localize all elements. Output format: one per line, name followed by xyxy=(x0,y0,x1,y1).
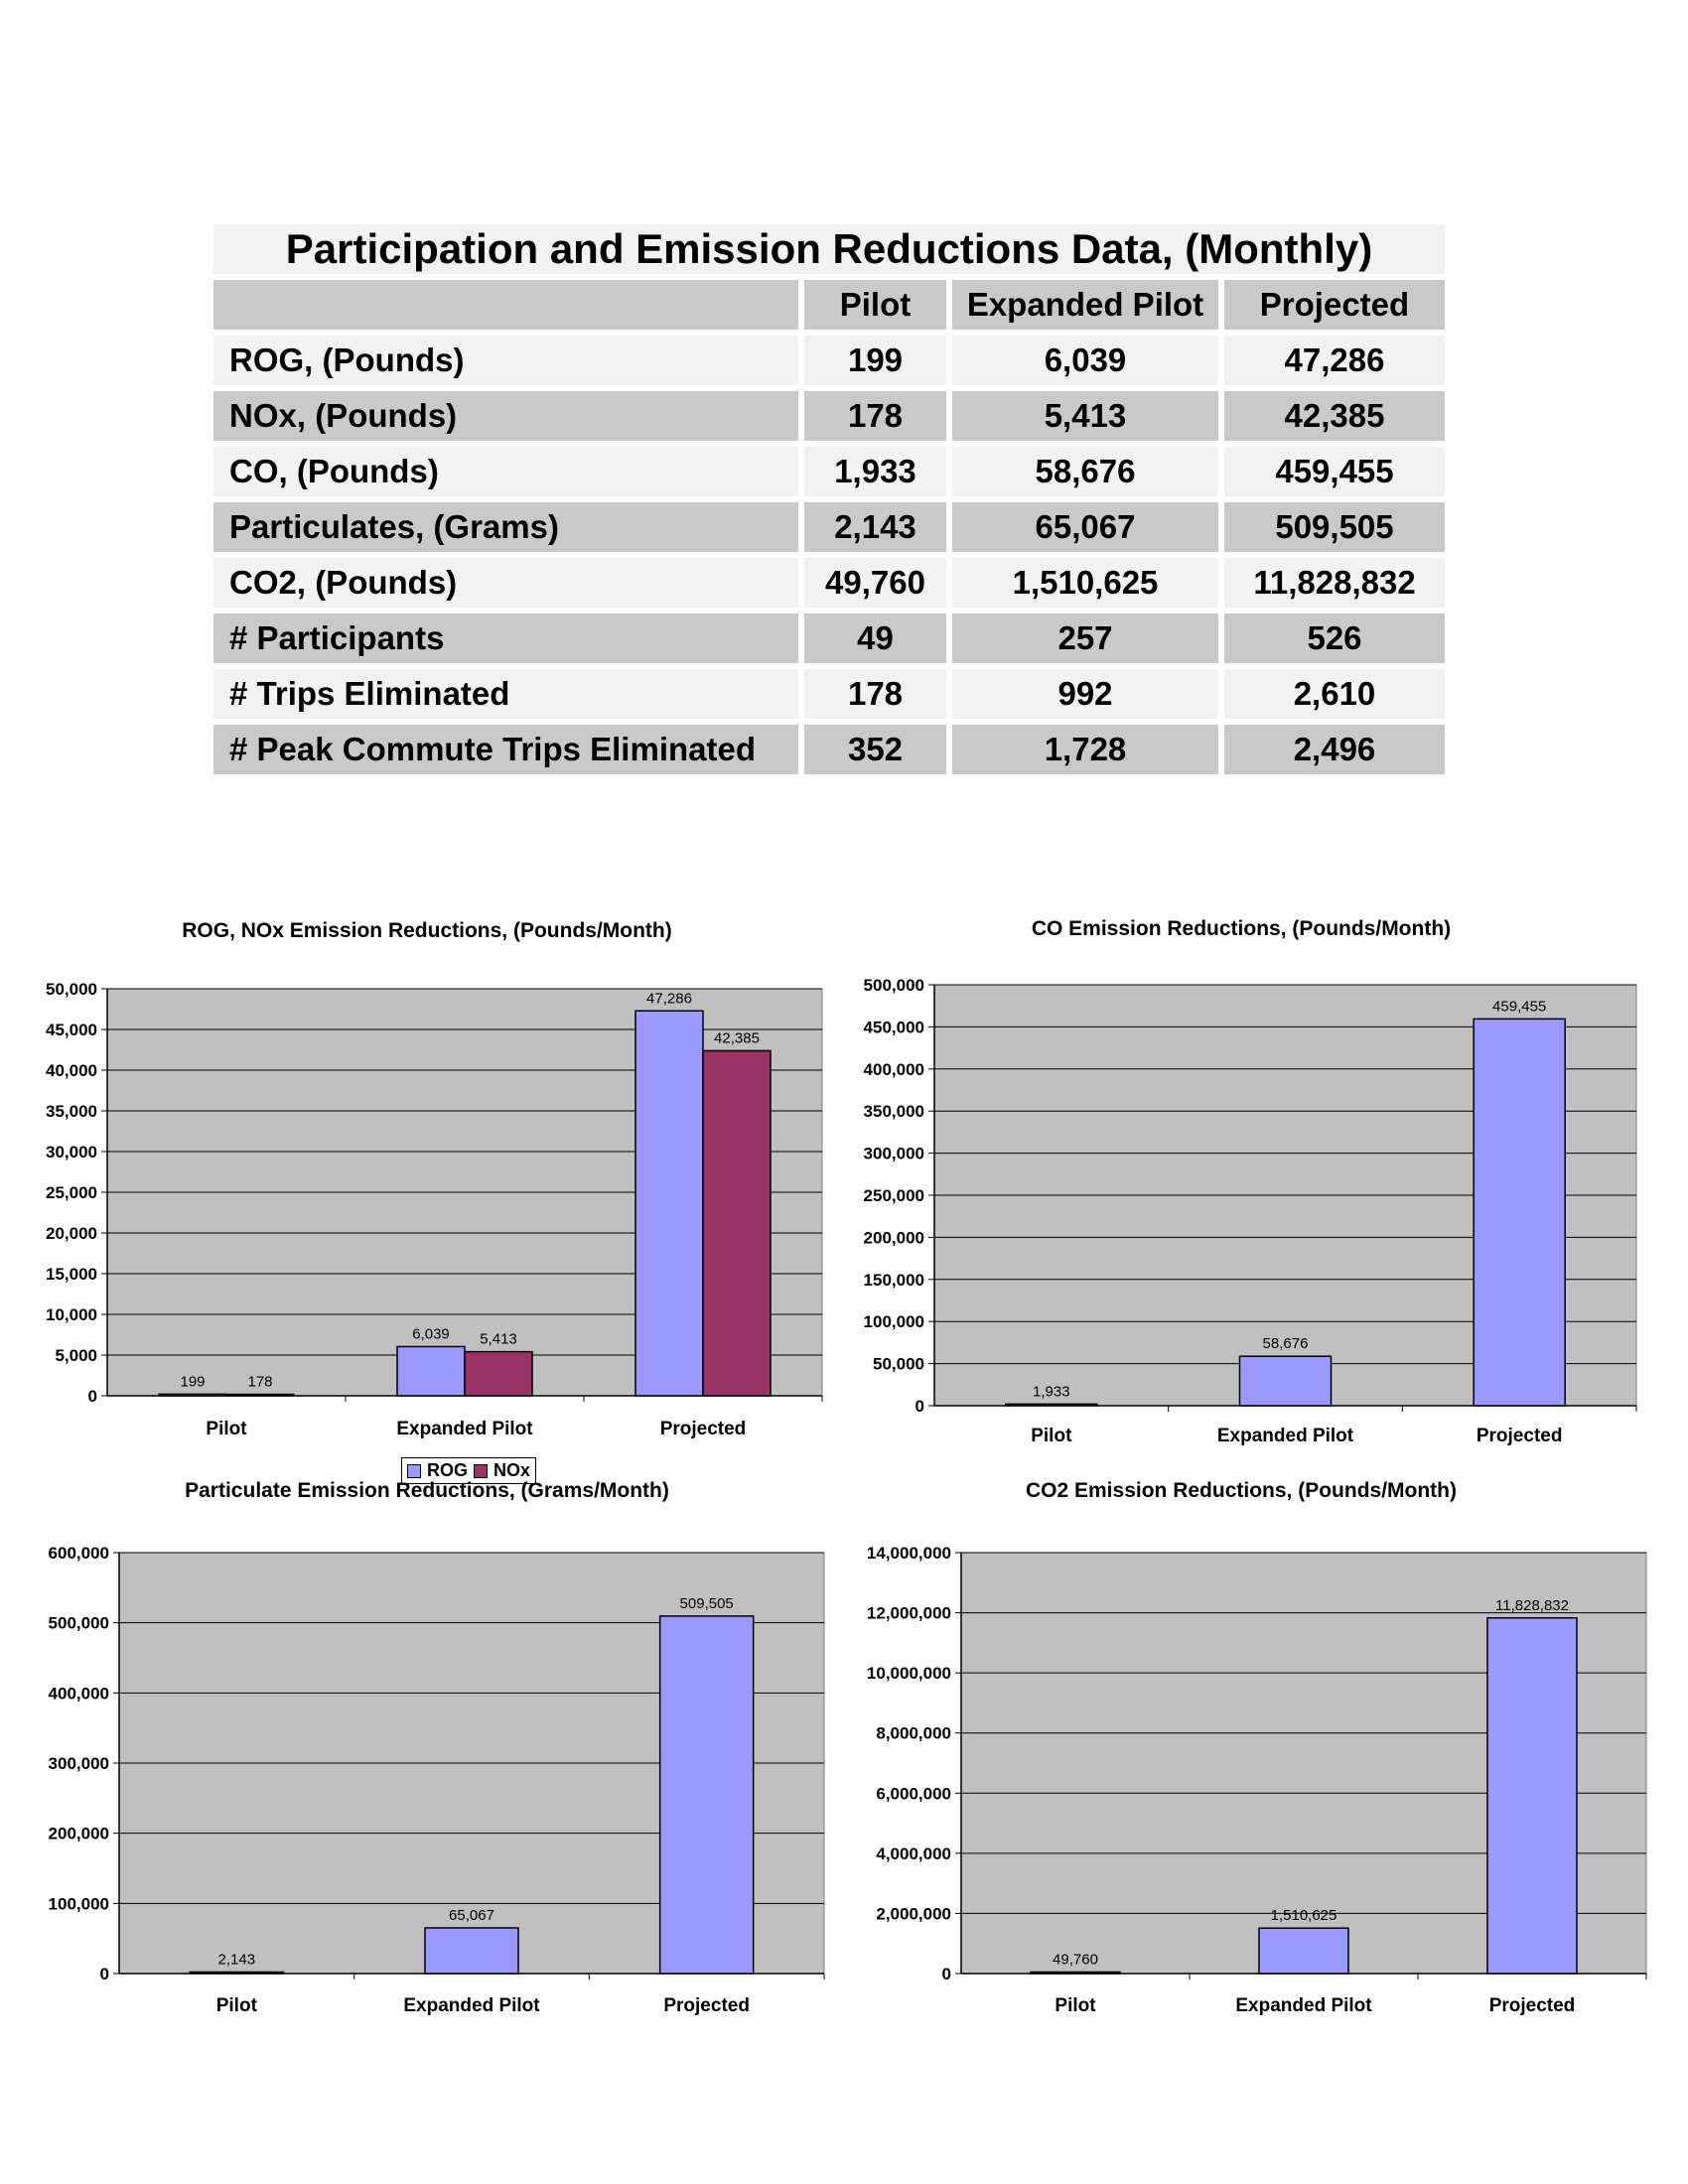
y-tick-label: 400,000 xyxy=(863,1059,924,1079)
y-tick-label: 450,000 xyxy=(863,1018,924,1037)
bar xyxy=(1006,1404,1097,1406)
table-row xyxy=(213,391,1445,441)
bar xyxy=(159,1394,226,1396)
y-tick-label: 10,000,000 xyxy=(866,1664,951,1684)
y-tick-label: 300,000 xyxy=(48,1754,109,1773)
y-tick-label: 50,000 xyxy=(46,980,97,999)
rog-nox-chart xyxy=(0,913,844,1479)
nox-legend-swatch xyxy=(474,1464,488,1478)
y-tick-label: 2,000,000 xyxy=(876,1904,951,1924)
bar xyxy=(465,1352,532,1396)
x-tick-label: Pilot xyxy=(206,1419,247,1439)
y-tick-label: 20,000 xyxy=(46,1224,97,1243)
table-row xyxy=(213,447,1445,496)
data-label: 65,067 xyxy=(449,1907,494,1925)
row-label: # Peak Commute Trips Eliminated xyxy=(213,725,798,774)
table-row xyxy=(213,725,1445,774)
data-label: 58,676 xyxy=(1262,1335,1309,1353)
data-label: 11,828,832 xyxy=(1495,1596,1569,1614)
table-row xyxy=(213,614,1445,663)
x-tick-label: Projected xyxy=(663,1995,750,2016)
x-tick-label: Projected xyxy=(659,1419,747,1439)
table-title: Participation and Emission Reductions Data, (Monthly) xyxy=(213,224,1445,274)
x-tick-label: Expanded Pilot xyxy=(1235,1995,1372,2016)
cell-pilot: 49 xyxy=(804,614,946,663)
cell-expanded: 65,067 xyxy=(952,502,1218,552)
emissions-table xyxy=(213,224,1445,780)
y-tick-label: 200,000 xyxy=(863,1228,924,1248)
data-label: 459,455 xyxy=(1492,998,1547,1016)
co2-chart-plot xyxy=(844,1515,1688,2031)
bar xyxy=(226,1395,294,1397)
chart-title: CO Emission Reductions, (Pounds/Month) xyxy=(1031,917,1452,940)
cell-projected: 47,286 xyxy=(1224,336,1445,385)
co2-chart xyxy=(844,1479,1688,2035)
data-label: 47,286 xyxy=(646,990,692,1008)
bar xyxy=(635,1011,703,1396)
legend-label-rog: ROG xyxy=(427,1460,469,1480)
bar xyxy=(190,1972,283,1974)
chart-title: Particulate Emission Reductions, (Grams/Month) xyxy=(185,1479,669,1502)
cell-pilot: 1,933 xyxy=(804,447,946,496)
row-label: CO, (Pounds) xyxy=(213,447,798,496)
bar xyxy=(1487,1618,1577,1974)
y-tick-label: 8,000,000 xyxy=(876,1723,951,1743)
y-tick-label: 150,000 xyxy=(863,1270,924,1290)
rog-legend-swatch xyxy=(407,1464,421,1478)
y-tick-label: 6,000,000 xyxy=(876,1784,951,1804)
chart-title: CO2 Emission Reductions, (Pounds/Month) xyxy=(1025,1479,1457,1502)
bar xyxy=(425,1928,518,1974)
y-tick-label: 250,000 xyxy=(863,1186,924,1205)
bar xyxy=(1474,1019,1565,1406)
y-tick-label: 45,000 xyxy=(46,1021,97,1039)
row-label: ROG, (Pounds) xyxy=(213,336,798,385)
data-label: 2,143 xyxy=(217,1951,256,1969)
data-label: 1,933 xyxy=(1033,1383,1070,1401)
y-tick-label: 350,000 xyxy=(863,1102,924,1122)
bar xyxy=(703,1050,771,1396)
header-cell-projected: Projected xyxy=(1224,280,1445,330)
y-tick-label: 35,000 xyxy=(46,1102,97,1121)
cell-projected: 2,496 xyxy=(1224,725,1445,774)
cell-expanded: 5,413 xyxy=(952,391,1218,441)
header-cell-blank xyxy=(213,280,798,330)
table-row xyxy=(213,558,1445,608)
y-tick-label: 5,000 xyxy=(55,1346,97,1365)
row-label: CO2, (Pounds) xyxy=(213,558,798,608)
y-tick-label: 100,000 xyxy=(48,1894,109,1914)
data-label: 509,505 xyxy=(679,1594,734,1612)
data-label: 6,039 xyxy=(412,1325,450,1343)
y-tick-label: 500,000 xyxy=(863,976,924,995)
bar xyxy=(1240,1356,1332,1406)
data-label: 5,413 xyxy=(480,1330,517,1348)
chart-title: ROG, NOx Emission Reductions, (Pounds/Month) xyxy=(182,919,672,942)
row-label: # Participants xyxy=(213,614,798,663)
x-tick-label: Pilot xyxy=(215,1995,257,2016)
y-tick-label: 500,000 xyxy=(48,1613,109,1633)
cell-expanded: 992 xyxy=(952,669,1218,719)
x-tick-label: Expanded Pilot xyxy=(396,1419,533,1439)
bar xyxy=(1031,1972,1120,1974)
y-tick-label: 100,000 xyxy=(863,1312,924,1332)
particulate-chart xyxy=(0,1479,844,2035)
cell-projected: 11,828,832 xyxy=(1224,558,1445,608)
row-label: NOx, (Pounds) xyxy=(213,391,798,441)
particulate-chart-plot xyxy=(0,1515,844,2031)
y-tick-label: 200,000 xyxy=(48,1824,109,1843)
y-tick-label: 600,000 xyxy=(48,1544,109,1563)
data-label: 49,760 xyxy=(1053,1951,1098,1969)
cell-expanded: 58,676 xyxy=(952,447,1218,496)
table-header-row xyxy=(213,280,1445,330)
y-tick-label: 0 xyxy=(941,1965,951,1983)
cell-pilot: 178 xyxy=(804,669,946,719)
y-tick-label: 30,000 xyxy=(46,1143,97,1161)
y-tick-label: 50,000 xyxy=(873,1354,924,1374)
y-tick-label: 12,000,000 xyxy=(866,1603,951,1623)
y-tick-label: 0 xyxy=(914,1397,924,1416)
x-tick-label: Expanded Pilot xyxy=(1216,1426,1354,1446)
co-chart-plot xyxy=(844,953,1688,1469)
cell-pilot: 178 xyxy=(804,391,946,441)
cell-projected: 459,455 xyxy=(1224,447,1445,496)
co-chart xyxy=(844,913,1688,1479)
y-tick-label: 300,000 xyxy=(863,1144,924,1163)
data-label: 42,385 xyxy=(714,1029,760,1047)
x-tick-label: Pilot xyxy=(1055,1995,1096,2016)
bar xyxy=(1259,1928,1348,1974)
legend-label-nox: NOx xyxy=(493,1460,531,1480)
rog-nox-chart-plot xyxy=(0,953,844,1469)
y-tick-label: 25,000 xyxy=(46,1183,97,1202)
table-row xyxy=(213,336,1445,385)
y-tick-label: 400,000 xyxy=(48,1684,109,1704)
cell-expanded: 1,510,625 xyxy=(952,558,1218,608)
cell-pilot: 199 xyxy=(804,336,946,385)
header-cell-pilot: Pilot xyxy=(804,280,946,330)
data-label: 178 xyxy=(247,1373,273,1391)
cell-expanded: 6,039 xyxy=(952,336,1218,385)
cell-projected: 2,610 xyxy=(1224,669,1445,719)
bar xyxy=(397,1346,465,1396)
cell-expanded: 257 xyxy=(952,614,1218,663)
data-label: 1,510,625 xyxy=(1270,1907,1337,1925)
row-label: Particulates, (Grams) xyxy=(213,502,798,552)
cell-pilot: 352 xyxy=(804,725,946,774)
header-cell-expanded-pilot: Expanded Pilot xyxy=(952,280,1218,330)
data-label: 199 xyxy=(180,1373,206,1391)
row-label: # Trips Eliminated xyxy=(213,669,798,719)
cell-projected: 509,505 xyxy=(1224,502,1445,552)
bar xyxy=(660,1616,754,1974)
y-tick-label: 0 xyxy=(99,1965,109,1983)
cell-pilot: 49,760 xyxy=(804,558,946,608)
cell-projected: 526 xyxy=(1224,614,1445,663)
x-tick-label: Pilot xyxy=(1031,1426,1072,1446)
x-tick-label: Expanded Pilot xyxy=(403,1995,540,2016)
y-tick-label: 0 xyxy=(87,1387,97,1406)
y-tick-label: 40,000 xyxy=(46,1061,97,1080)
cell-pilot: 2,143 xyxy=(804,502,946,552)
y-tick-label: 10,000 xyxy=(46,1305,97,1324)
y-tick-label: 4,000,000 xyxy=(876,1843,951,1863)
table-row xyxy=(213,669,1445,719)
x-tick-label: Projected xyxy=(1476,1426,1563,1446)
table-row xyxy=(213,502,1445,552)
y-tick-label: 14,000,000 xyxy=(866,1544,951,1563)
x-tick-label: Projected xyxy=(1488,1995,1576,2016)
cell-expanded: 1,728 xyxy=(952,725,1218,774)
cell-projected: 42,385 xyxy=(1224,391,1445,441)
y-tick-label: 15,000 xyxy=(46,1265,97,1284)
